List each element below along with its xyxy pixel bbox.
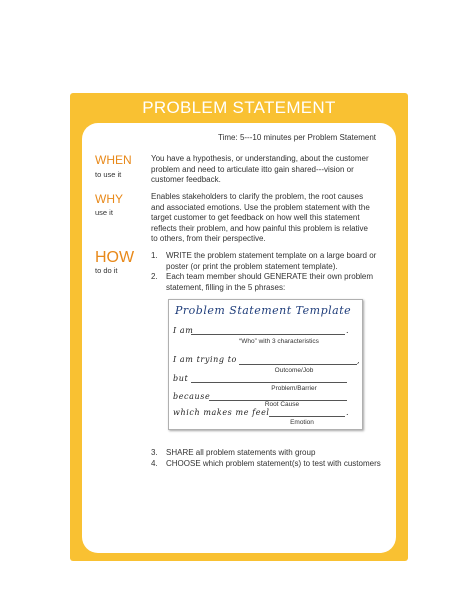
text-line: Enables stakeholders to clarify the problem, the root causes: [151, 192, 364, 201]
phrase-because: because: [173, 392, 211, 401]
caption-outcome: Outcome/Job: [274, 367, 314, 374]
phrase-but: but: [173, 374, 189, 383]
step-number: 2.: [151, 272, 158, 281]
text-line: customer feedback.: [151, 175, 221, 185]
template-title: Problem Statement Template: [175, 304, 352, 317]
when-label: WHEN: [95, 153, 132, 167]
problem-statement-template: [168, 299, 363, 430]
caption-root-cause: Root Cause: [264, 401, 300, 408]
phrase-feel: which makes me feel: [173, 408, 270, 417]
why-label: WHY: [95, 192, 123, 206]
step-number: 3.: [151, 448, 158, 457]
step-2: [151, 272, 383, 293]
phrase-end: .: [346, 326, 350, 335]
caption-problem: Problem/Barrier: [271, 385, 317, 392]
caption-emotion: Emotion: [290, 419, 314, 426]
step-4: [151, 459, 383, 470]
text-line: target customer to get feedback on how well this statement: [151, 213, 360, 223]
when-sublabel: to use it: [95, 170, 122, 179]
text-line: poster (or print the problem statement template).: [166, 261, 338, 271]
text-line: You have a hypothesis, or understanding, about the customer: [151, 154, 369, 163]
text-line: and associated emotions. Use the problem statement with the: [151, 202, 370, 212]
blank-line: [269, 416, 345, 417]
text-line: reflects their problem, and how painful this problem is relative: [151, 223, 368, 233]
why-text: [151, 192, 383, 245]
caption-who: “Who” with 3 characteristics: [239, 338, 319, 345]
text-line: statement, filling in the 5 phrases:: [166, 282, 286, 292]
text-line: problem and need to articulate itto gain shared---vision or: [151, 164, 354, 174]
text-line: to others, from their perspective.: [151, 234, 266, 244]
step-3: [151, 448, 383, 459]
phrase-i-am: I am: [173, 326, 194, 335]
phrase-end: .: [346, 408, 350, 417]
phrase-trying: I am trying to: [173, 355, 237, 364]
time-note: Time: 5---10 minutes per Problem Statement: [218, 133, 376, 142]
step-number: 1.: [151, 251, 158, 260]
text-line: WRITE the problem statement template on a large board or: [166, 251, 377, 260]
text-line: Each team member should GENERATE their own problem: [166, 272, 374, 281]
text-line: CHOOSE which problem statement(s) to test with customers: [166, 459, 381, 468]
phrase-end: ,: [357, 356, 361, 365]
blank-line: [191, 382, 347, 383]
how-label: HOW: [95, 249, 135, 266]
step-1: [151, 251, 383, 272]
page-title: PROBLEM STATEMENT: [142, 98, 336, 117]
blank-line: [191, 334, 345, 335]
when-text: [151, 154, 383, 186]
text-line: SHARE all problem statements with group: [166, 448, 316, 457]
why-sublabel: use it: [95, 208, 113, 217]
how-sublabel: to do it: [95, 266, 118, 275]
blank-line: [239, 364, 357, 365]
step-number: 4.: [151, 459, 158, 468]
